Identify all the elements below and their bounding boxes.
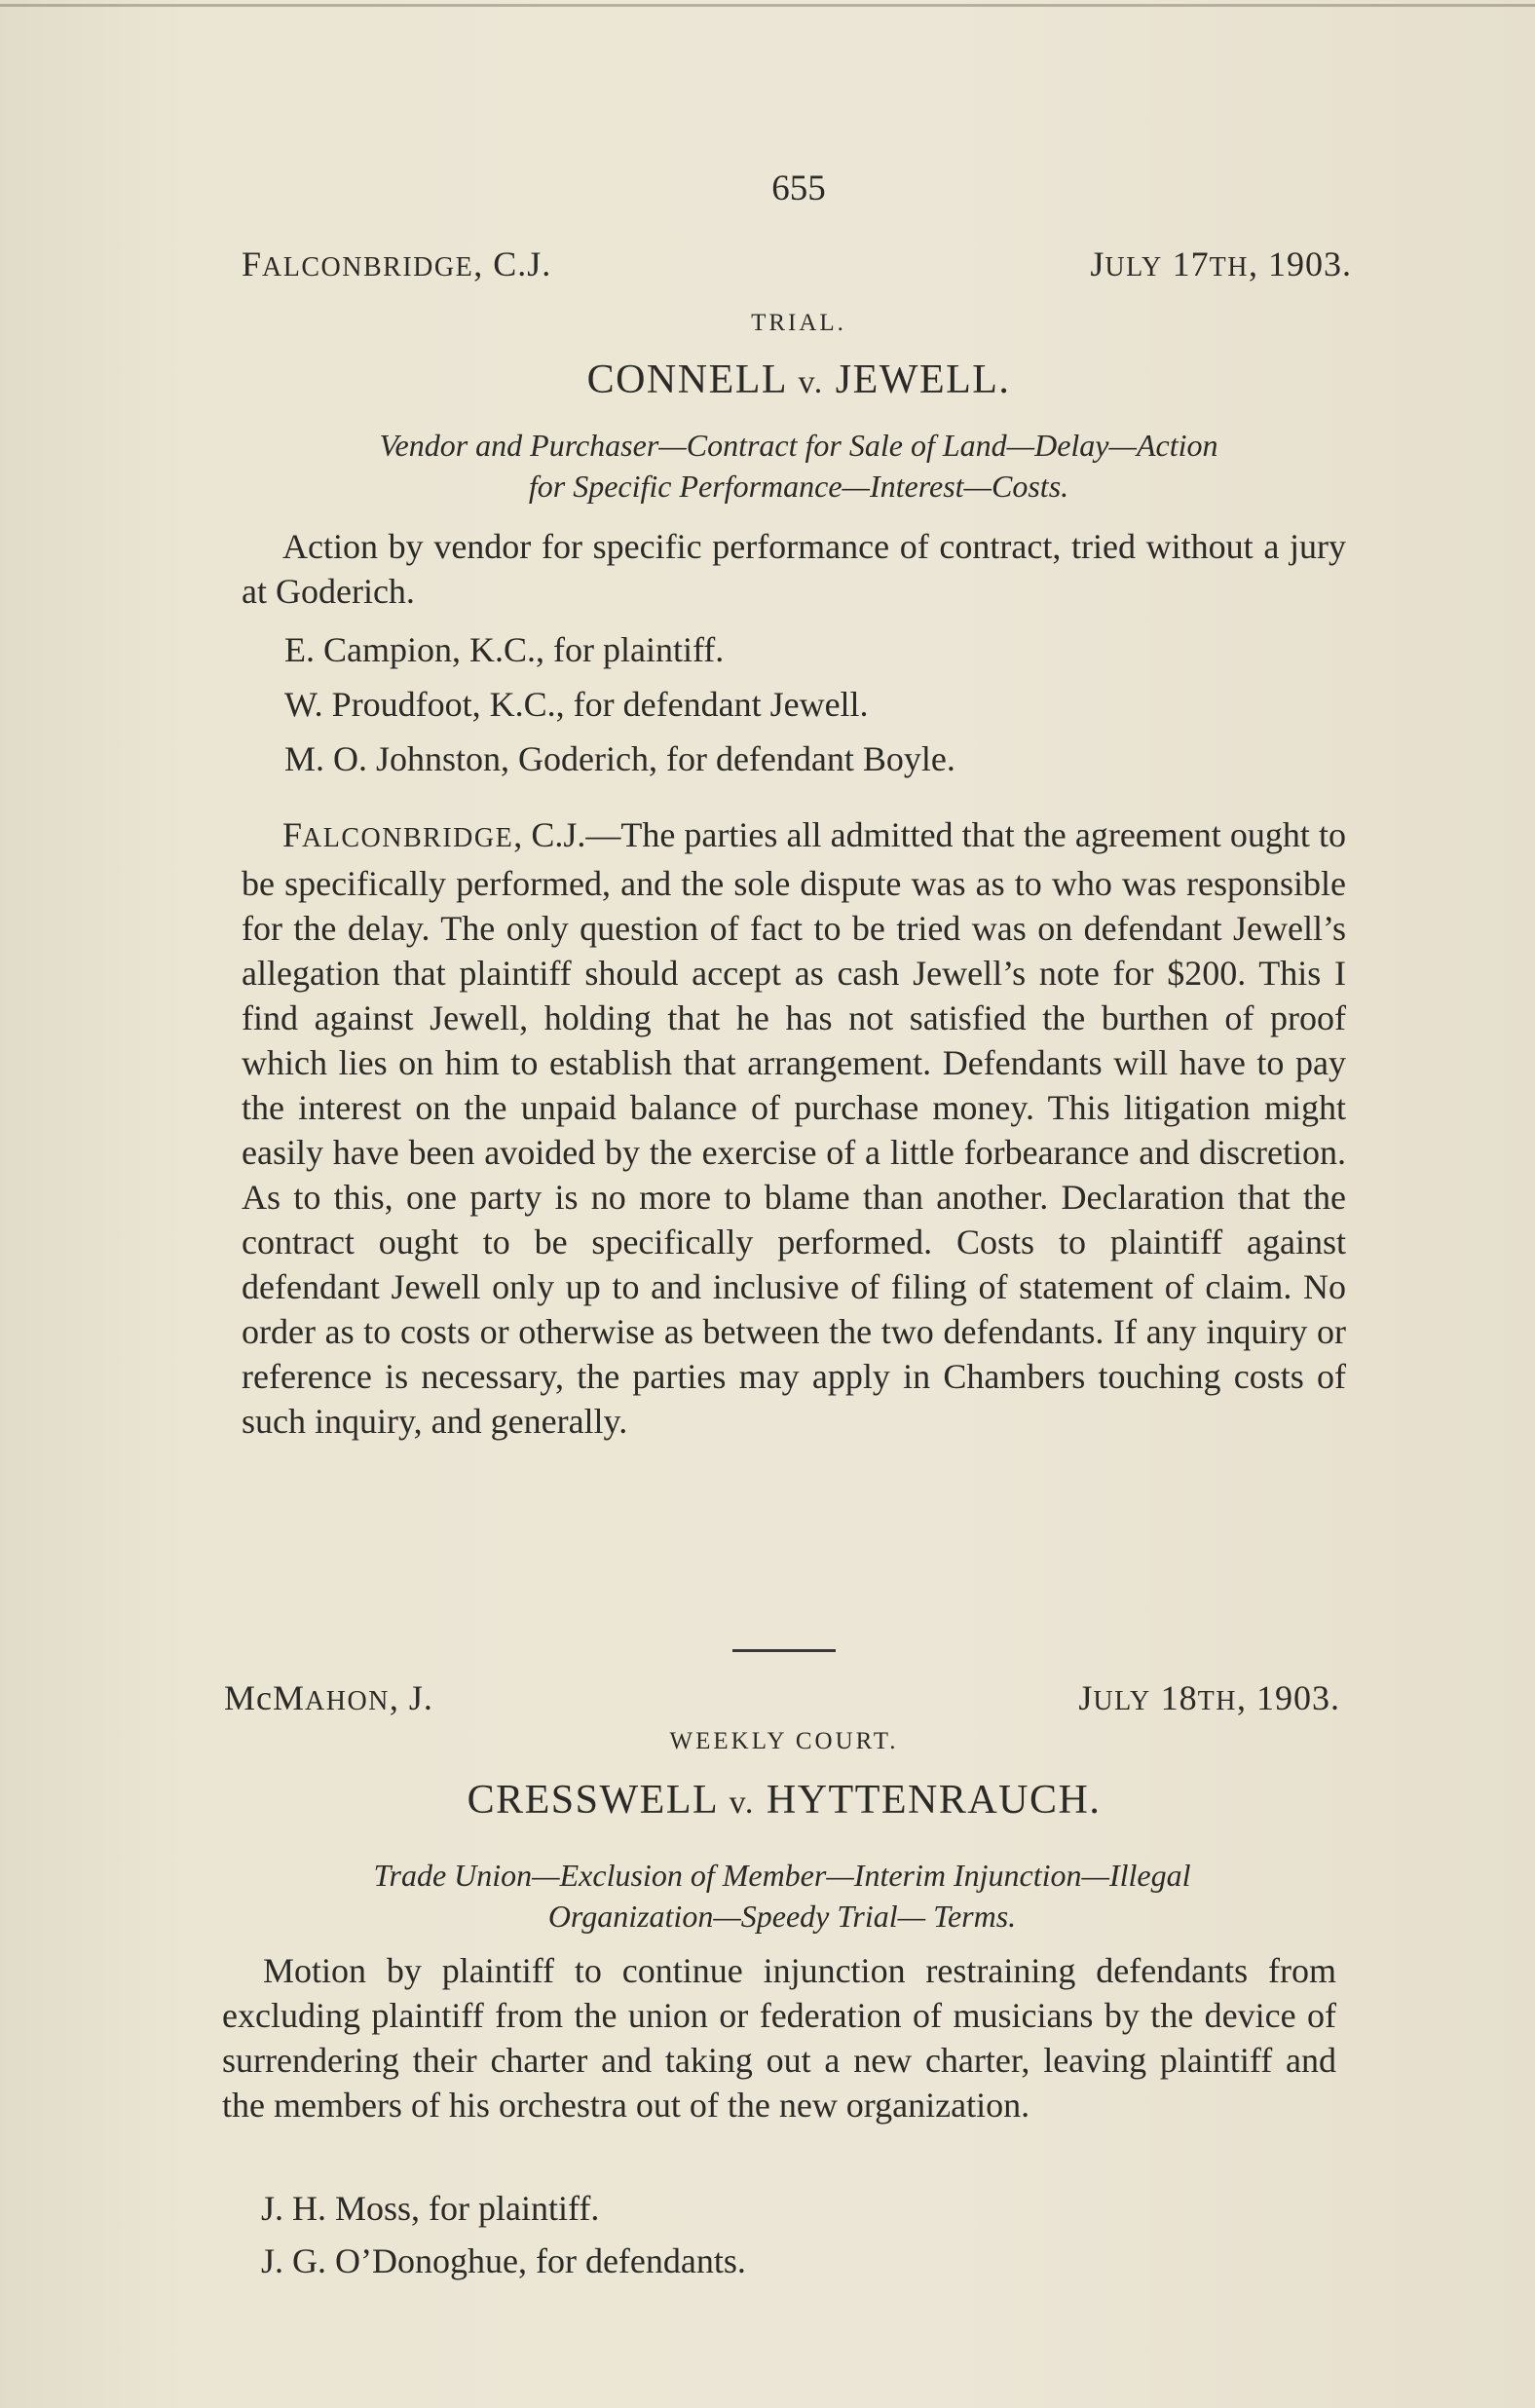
case1-counsel-defendant: W. Proudfoot, K.C., for defendant Jewell. <box>284 685 869 724</box>
case2-headnote-line: Trade Union—Exclusion of Member—Interim Injunction—Illegal <box>373 1858 1191 1893</box>
case1-counsel-defendant-2: M. O. Johnston, Goderich, for defendant Boyle. <box>284 739 955 778</box>
case1-title: CONNELL v. JEWELL. <box>586 357 1011 402</box>
case2-date: JULY 18TH, 1903. <box>1078 1678 1340 1717</box>
page-number: 655 <box>771 169 826 208</box>
case1-date: JULY 17TH, 1903. <box>1090 245 1352 283</box>
case2-court: WEEKLY COURT. <box>669 1728 899 1754</box>
case2-title: CRESSWELL v. HYTTENRAUCH. <box>467 1778 1102 1823</box>
case2-counsel-defendants: J. G. O’Donoghue, for defendants. <box>261 2241 746 2280</box>
case2-headnote-line: Organization—Speedy Trial— Terms. <box>547 1899 1017 1934</box>
case2-intro: Motion by plaintiff to continue injunction restraining defendants from excluding plaintiff from the union or federation of musicians by the device of surrendering their charter and taking out a new charter, leaving plaintiff and the members of his orchestra out of the new organization. <box>222 1951 1336 2125</box>
case1-court: TRIAL. <box>751 310 846 336</box>
case1-judgment: FALCONBRIDGE, C.J.—The parties all admitted that the agreement ought to be specifically performed, and the sole dispute was as to who was responsible for the delay. The only question of fact to be tried was on defendant Jewell’s allegation that plaintiff should accept as cash Jewell’s note for $200. This I find against Jewell, holding that he has not satisfied the burthen of proof which lies on him to establish that arrangement. Defendants will have to pay the interest on the unpaid balance of purchase money. This litigation might easily have been avoided by the exercise of a little forbearance and discretion. As to this, one party is no more to blame than another. Declaration that the contract ought to be specifically performed. Costs to plaintiff against defendant Jewell only up to and inclusive of filing of statement of claim. No order as to costs or otherwise as between the two defendants. If any inquiry or reference is necessary, the parties may apply in Chambers touching costs of such inquiry, and generally. <box>242 815 1346 1441</box>
case2-judge: McMAHON, J. <box>224 1678 433 1717</box>
case1-headnote <box>243 425 1354 507</box>
case2-counsel-plaintiff: J. H. Moss, for plaintiff. <box>261 2189 600 2228</box>
case2-headnote <box>222 1855 1342 1937</box>
case1-judge: FALCONBRIDGE, C.J. <box>242 245 552 283</box>
section-divider <box>732 1649 836 1652</box>
case1-headnote-line: Vendor and Purchaser—Contract for Sale of Land—Delay—Action <box>379 428 1218 463</box>
case1-headnote-line: for Specific Performance—Interest—Costs. <box>528 469 1069 504</box>
top-border-line <box>0 4 1535 7</box>
case1-counsel-plaintiff: E. Campion, K.C., for plaintiff. <box>284 630 725 669</box>
case1-intro: Action by vendor for specific performance of contract, tried without a jury at Goderich. <box>242 527 1346 611</box>
